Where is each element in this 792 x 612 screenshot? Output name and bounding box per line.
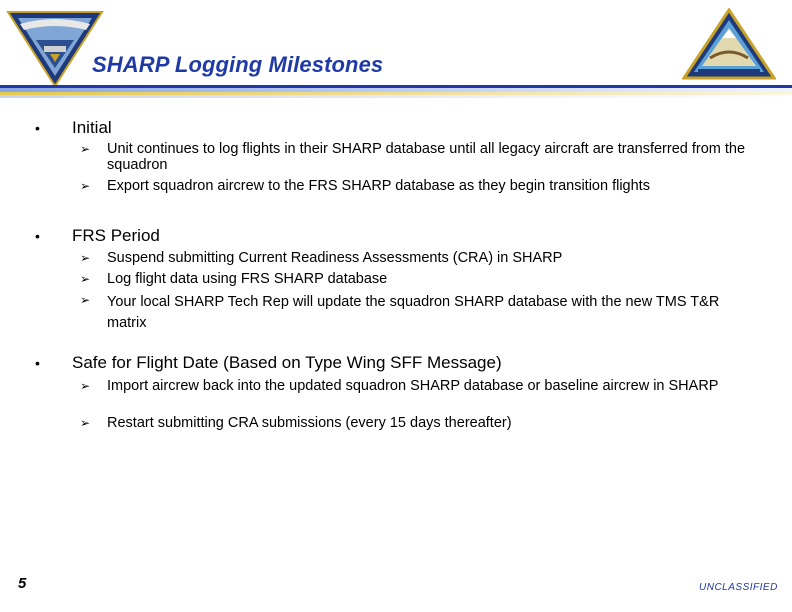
right-logo-icon [682,8,776,80]
arrow-bullet-icon: ➢ [80,379,91,393]
section-bullet: • [35,120,40,136]
list-item: Restart submitting CRA submissions (every 15 days thereafter) [107,415,512,431]
section-bullet: • [35,355,40,371]
arrow-bullet-icon: ➢ [80,179,91,193]
arrow-bullet-icon: ➢ [80,416,91,430]
list-item: Suspend submitting Current Readiness Assessments (CRA) in SHARP [107,250,563,266]
section-heading: Initial [72,118,112,137]
arrow-bullet-icon: ➢ [80,142,91,156]
page-number: 5 [18,575,27,592]
classification-label: UNCLASSIFIED [699,582,778,593]
list-item: Log flight data using FRS SHARP database [107,271,388,287]
arrow-bullet-icon: ➢ [80,272,91,286]
list-item: Export squadron aircrew to the FRS SHARP database as they begin transition flights [107,178,650,194]
page-title: SHARP Logging Milestones [92,52,384,77]
arrow-bullet-icon: ➢ [80,251,91,265]
section-bullet: • [35,228,40,244]
left-logo-icon [6,10,104,88]
section-heading: Safe for Flight Date (Based on Type Wing SFF Message) [72,353,502,372]
list-item: Import aircrew back into the updated squadron SHARP database or baseline aircrew in SHARP [107,378,719,394]
arrow-bullet-icon: ➢ [80,293,91,307]
list-item: Unit continues to log flights in their SHARP database until all legacy aircraft are transferred from the squadron [107,141,746,173]
header-divider-band [0,85,792,99]
list-item: Your local SHARP Tech Rep will update the squadron SHARP database with the new TMS T&R matrix [107,294,720,331]
section-heading: FRS Period [72,226,160,245]
